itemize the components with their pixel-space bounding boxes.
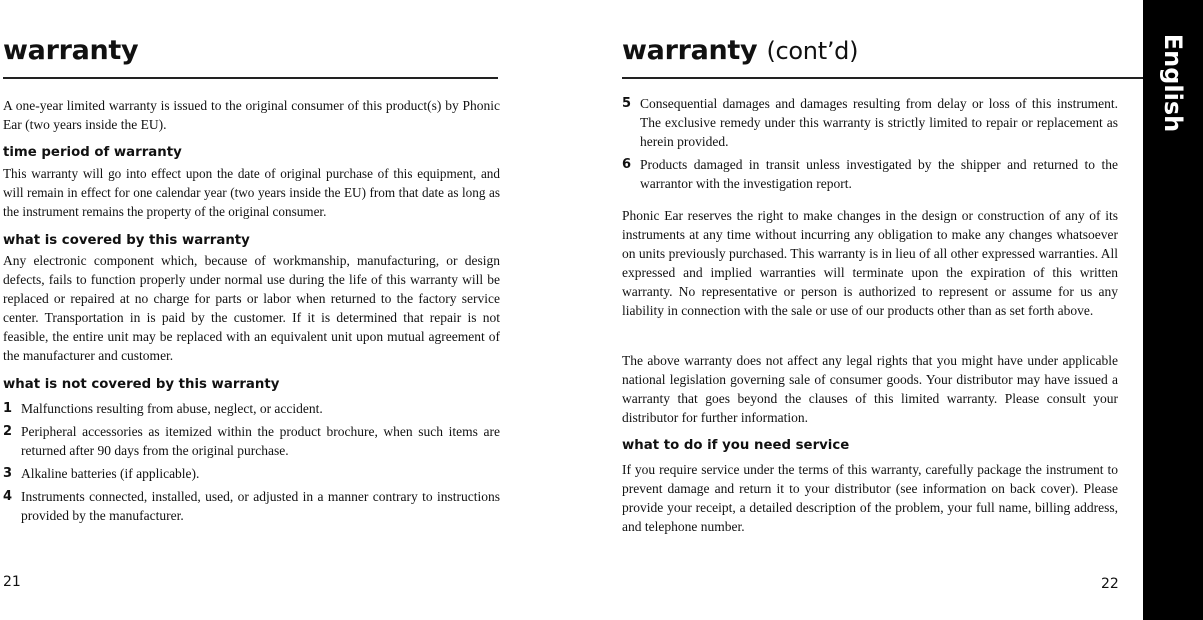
list-item-number: 2	[3, 424, 13, 439]
list-item-number: 3	[3, 466, 13, 481]
list-item-number: 4	[3, 489, 13, 504]
left-page	[0, 0, 560, 620]
page-title	[622, 35, 858, 66]
list-item-number: 1	[3, 401, 13, 416]
list-item	[3, 399, 500, 418]
list-item	[3, 487, 500, 525]
list-item-number: 5	[622, 96, 632, 111]
not-covered-list-continued	[622, 94, 1118, 197]
section-heading: what is covered by this warranty	[3, 233, 250, 248]
section-body: Any electronic component which, because of workmanship, manufacturing, or design defects, fails to function properly under normal use during the life of this warranty will be replaced or repaired at no charge for parts or labor when returned to the factory service center. Transportation in is paid by the customer. If it is determined that repair is not feasible, the entire unit may be replaced with an equivalent unit upon mutual agreement of the manufacturer and customer.	[3, 253, 500, 363]
language-tab-label: English	[1159, 33, 1187, 133]
section-heading: what is not covered by this warranty	[3, 377, 280, 392]
page-title-main: warranty	[622, 35, 758, 66]
legal-rights-paragraph: The above warranty does not affect any legal rights that you might have under applicable national legislation governing sale of consumer goods. Your distributor may have issued a warranty that goes beyond the clauses of this limited warranty. Please consult your distributor for further information.	[622, 353, 1118, 425]
intro-paragraph: A one-year limited warranty is issued to the original consumer of this product(s) by Phonic Ear (two years inside the EU).	[3, 98, 500, 132]
title-rule	[622, 77, 1143, 79]
section-body: If you require service under the terms of this warranty, carefully package the instrument to prevent damage and return it to your distributor (see information on back cover). Please provide your receipt, a detailed description of the problem, your full name, billing address, and telephone number.	[622, 462, 1118, 534]
title-rule	[3, 77, 498, 79]
language-tab	[1143, 0, 1203, 620]
right-page	[560, 0, 1143, 620]
list-item	[622, 155, 1118, 193]
list-item-text: Malfunctions resulting from abuse, neglect, or accident.	[21, 401, 323, 416]
section-heading: time period of warranty	[3, 145, 182, 160]
list-item-number: 6	[622, 157, 632, 172]
list-item-text: Peripheral accessories as itemized within the product brochure, when such items are returned after 90 days from the original purchase.	[21, 424, 500, 458]
page-number: 22	[1101, 576, 1119, 592]
list-item-text: Alkaline batteries (if applicable).	[21, 466, 200, 481]
list-item-text: Products damaged in transit unless investigated by the shipper and returned to the warrantor with the investigation report.	[640, 157, 1118, 191]
list-item	[3, 464, 500, 483]
list-item	[3, 422, 500, 460]
list-item	[622, 94, 1118, 151]
section-body: This warranty will go into effect upon the date of original purchase of this equipment, and will remain in effect for one calendar year (two years inside the EU) from that date as long as the instrument remains the property of the original consumer.	[3, 166, 500, 219]
disclaimer-paragraph: Phonic Ear reserves the right to make changes in the design or construction of any of its instruments at any time without incurring any obligation to make any changes whatsoever on units previously purchased. This warranty is in lieu of all other expressed warranties. All expressed and implied warranties will terminate upon the expiration of this written warranty. No representative or person is authorized to represent or assume for us any liability in connection with the sale or use of our products other than as set forth above.	[622, 208, 1118, 318]
page-number: 21	[3, 574, 21, 590]
list-item-text: Instruments connected, installed, used, or adjusted in a manner contrary to instructions provided by the manufacturer.	[21, 489, 500, 523]
list-item-text: Consequential damages and damages resulting from delay or loss of this instrument. The exclusive remedy under this warranty is strictly limited to repair or replacement as herein provided.	[640, 96, 1118, 149]
page-title-suffix: (cont’d)	[766, 37, 859, 65]
not-covered-list	[3, 399, 500, 529]
section-heading: what to do if you need service	[622, 438, 850, 453]
page-title: warranty	[3, 35, 139, 66]
